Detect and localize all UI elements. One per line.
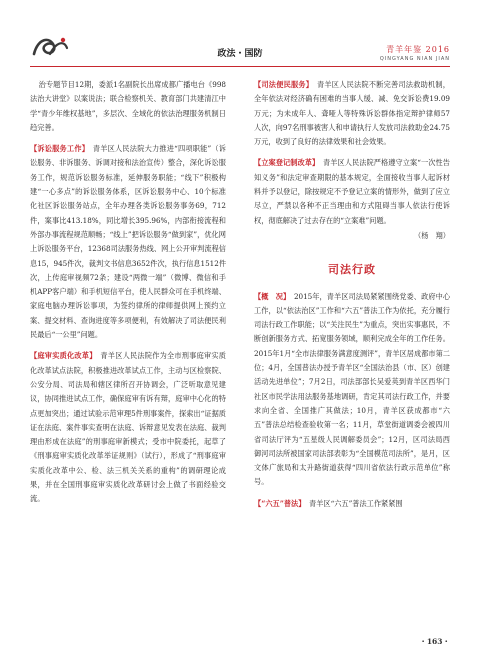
yearbook-title: 青羊年鉴 2016	[386, 45, 450, 54]
paragraph	[30, 78, 226, 135]
header-rule	[30, 66, 450, 67]
right-column	[254, 78, 450, 518]
paragraph-heading: 【诉讼服务工作】	[30, 144, 86, 154]
paragraph	[254, 156, 450, 227]
paragraph-text: 青羊区人民法院作为全市刑事庭审实质化改革试点法院，积极推进改革试点工作，主动与区检察院、公安分局、司法局和辖区律所召开协调会，广泛听取意见建议，协同推进试点工作，确保庭审有诉有辩，庭审中心化的特点更加突出；通过试验示范审理5件刑事案件，探索出“证据质证在法庭、案件事实查明在法庭、诉辩意见发表在法庭、裁判理由形成在法庭”的刑事庭审新模式；受市中院委托，起草了《刑事庭审实质化改革举证规则》（试行），形成了“刑事庭审实质化改革中公、检、法三机关关系的重构”的调研理论成果，并在全国刑事庭审实质化改革研讨会上做了书面经验交流。	[30, 351, 226, 504]
paragraph-heading: 【司法便民服务】	[254, 80, 310, 89]
paragraph	[30, 349, 226, 506]
page-number: ・163・	[419, 637, 450, 646]
paragraph-text: 2015年，青羊区司法局紧紧围绕党委、政府中心工作，以“依法治区”工作和“六五”普法工作为依托，充分履行司法行政工作职能；以“关注民生”为重点，突出实事惠民，不断创新服务方式、拓宽服务领域，顺利完成全年的工作任务。2015年1月“全市法律服务满意度测评”，青羊区居成都市第二位；4月，全国普法办授予青羊区“全国法治县（市、区）创建活动先进单位”；7月2日，司法部部长吴爱英到青羊区西华门社区市民学法用法服务基地调研，肯定其司法行政工作，并要求向全省、全国推广其做法；10月，青羊区获成都市“六五”普法总结检查验收第一名；11月，草堂街道调委会被四川省司法厅评为“五星级人民调解委员会”；12月，区司法局西御河司法所被国家司法部表彰为“全国模范司法所”，是月，区文体广旅局和太升路街道获得“四川省依法行政示范单位”称号。	[254, 291, 451, 487]
yearbook-subtitle: QINGYANG NIAN JIAN	[379, 56, 450, 62]
author-signature: （杨 翔）	[414, 230, 450, 240]
paragraph-heading: 【“六五”普法】	[254, 498, 302, 508]
paragraph-text: 青羊区人民法院大力推进“四项职能”（诉讼服务、非诉服务、诉调对接和法治宣传）整合，深化诉讼服务工作，规范诉讼服务标准，延伸服务职能；“线下”积极构建“一心多点”的诉讼服务体系，区诉讼服务中心、10个标准化社区诉讼服务站点，全年办理各类诉讼服务事务69，712件，案事比413.18%，同比增长395.96%，内部衔接流程和外部办事流程规范顺畅；“线上”把诉讼服务“做到家”，优化网上诉讼服务平台，12368司法服务热线、网上公开审判流程信息15，945件次，裁判文书信息3652件次，执行信息1512件次，上传庭审视频72条；建设“两微一端”（微博、微信和手机APP客户端）和手机短信平台，使人民群众可在手机终端、家庭电脑办理诉讼事项，为签约律所的律师提供网上预约立案、提交材料、查询进度等多项便利，有效解决了司法便民利民最后“一公里”问题。	[30, 144, 227, 340]
left-column	[30, 78, 226, 514]
paragraph-text: 青羊区人民法院不断完善司法救助机制，全年依法对经济确有困难的当事人缓、减、免交诉讼费19.09万元；为未成年人、聋哑人等特殊诉讼群体指定辩护律师57人次，向97名刑事被害人和申请执行人发放司法救助金24.75万元，收到了良好的法律效果和社会效果。	[254, 80, 450, 147]
paragraph	[30, 142, 226, 342]
page-header	[0, 0, 480, 72]
paragraph-text: 青羊区人民法院严格遵守立案“一次性告知义务”和法定审查期限的基本规定，全面接收当事人起诉材料并予以登记，除按规定不予登记立案的情形外，做到了应立尽立，严禁以各种不正当理由和方式阻碍当事人依法行使诉权，彻底解决了过去存在的“立案难”问题。	[254, 158, 450, 225]
paragraph-heading: 【立案登记制改革】	[254, 158, 316, 168]
paragraph	[254, 290, 450, 490]
chapter-heading: 司法行政	[328, 263, 376, 277]
paragraph	[254, 78, 450, 149]
paragraph	[254, 497, 450, 511]
yearbook-mark	[380, 44, 450, 62]
paragraph-heading: 【概 况】	[254, 291, 287, 301]
paragraph-text: 治专题节目12期，委派1名副院长出席成都广播电台《998法治大讲堂》以案说法；联合检察机关、教育部门共建清江中学“青少年维权基地”，多层次、全域化的依法治理服务机制日趋完善。	[30, 80, 226, 132]
paragraph-text: 青羊区“六五”普法工作紧紧围	[309, 498, 403, 508]
paragraph-heading: 【庭审实质化改革】	[30, 351, 93, 361]
section-title: 政法・国防	[217, 49, 263, 59]
